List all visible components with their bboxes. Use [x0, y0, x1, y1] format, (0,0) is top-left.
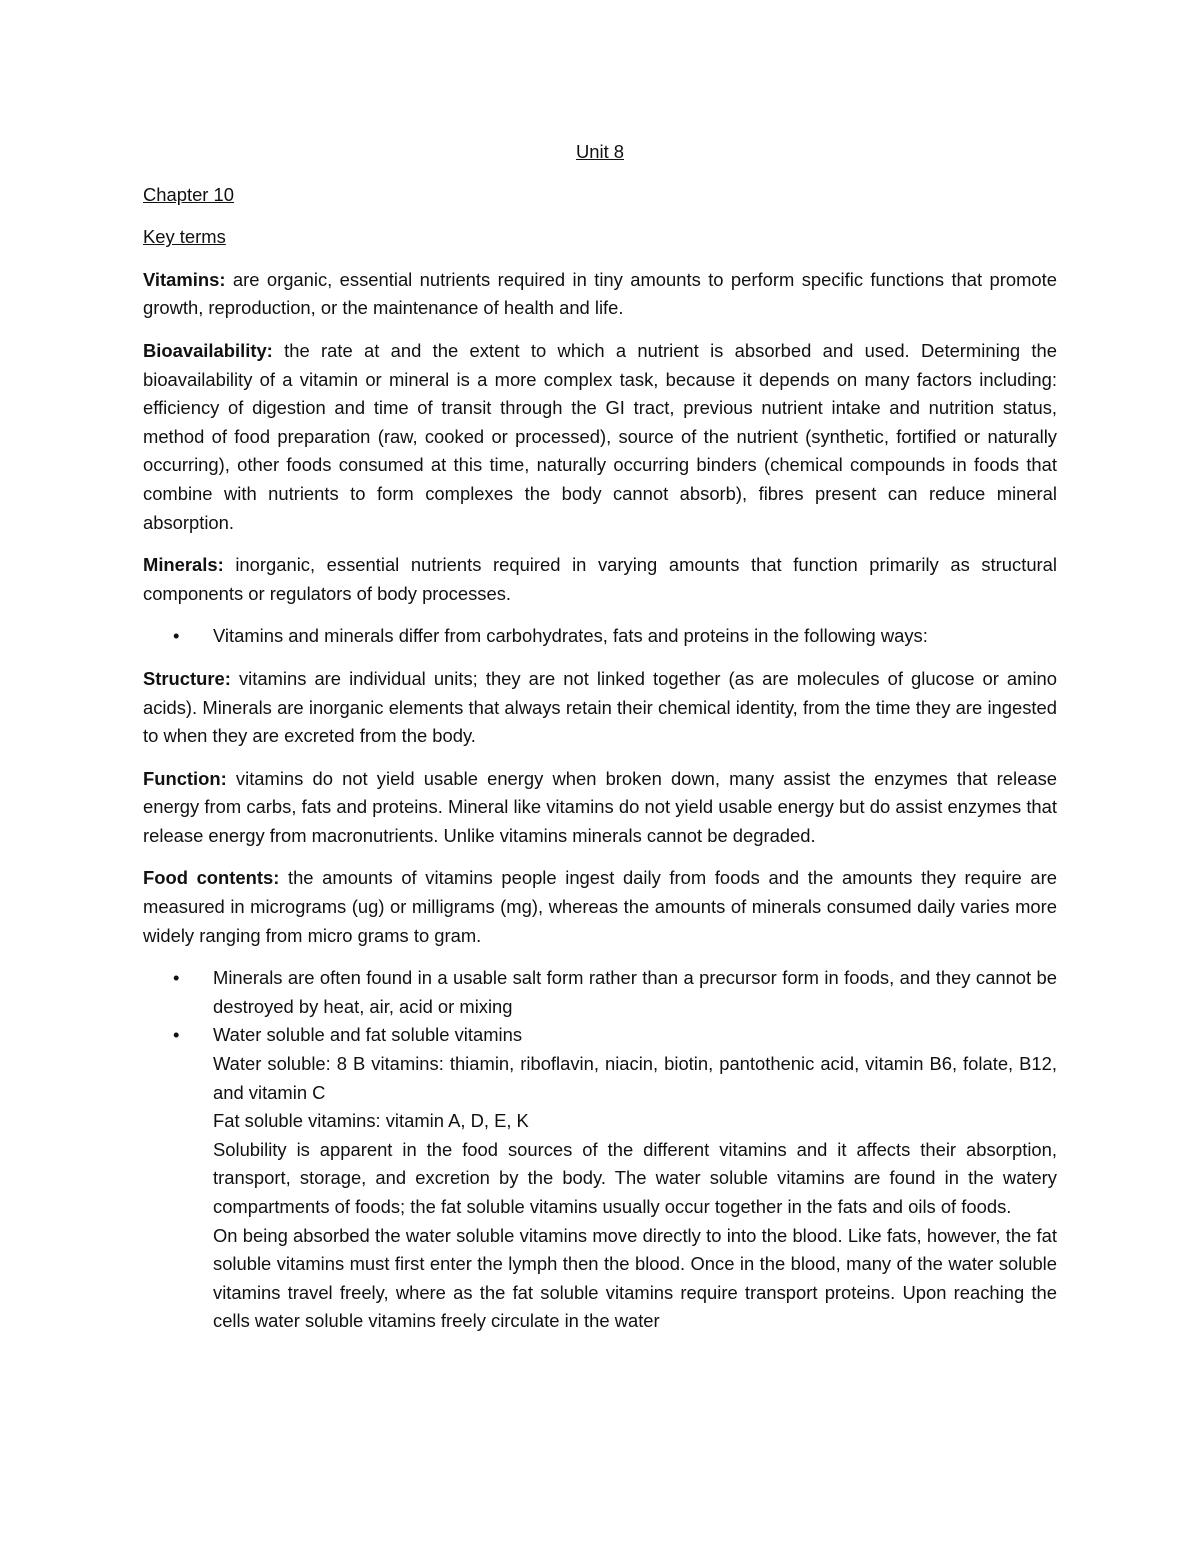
term-label: Food contents: — [143, 867, 280, 889]
term-label: Bioavailability: — [143, 339, 273, 361]
bullet-icon: • — [173, 1024, 180, 1046]
vitamins-definition — [143, 266, 1057, 323]
document-page — [143, 138, 1057, 1350]
paragraph-text: vitamins do not yield usable energy when broken down, many assist the enzymes that release energy from carbs, fats and proteins. Mineral like vitamins do not yield usable energy but do assist enzymes that release energy from macronutrients. Unlike vitamins minerals cannot be degraded. — [143, 767, 1057, 846]
list-item — [143, 1021, 1057, 1336]
definition-text: are organic, essential nutrients required in tiny amounts to perform specific functions that promote growth, reproduction, or the maintenance of health and life. — [143, 268, 1057, 319]
bullet-icon: • — [173, 967, 180, 989]
list-item-heading: Water soluble and fat soluble vitamins — [213, 1024, 523, 1046]
term-label: Vitamins: — [143, 268, 226, 290]
fat-soluble-text: Fat soluble vitamins: vitamin A, D, E, K — [213, 1110, 529, 1132]
bullet-list-differences — [143, 622, 1057, 651]
term-label: Structure: — [143, 667, 231, 689]
water-soluble-text: Water soluble: 8 B vitamins: thiamin, riboflavin, niacin, biotin, pantothenic acid, vitamin B6, folate, B12, and vitamin C — [213, 1053, 1057, 1103]
term-label: Minerals: — [143, 554, 224, 576]
bioavailability-definition — [143, 337, 1057, 537]
definition-text: inorganic, essential nutrients required in varying amounts that function primarily as structural components or regulators of body processes. — [143, 554, 1057, 604]
bullet-icon: • — [173, 625, 180, 647]
chapter-heading: Chapter 10 — [143, 183, 234, 205]
term-label: Function: — [143, 767, 227, 789]
absorption-text: On being absorbed the water soluble vitamins move directly to into the blood. Like fats, however, the fat soluble vitamins must first enter the lymph then the blood. Once in the blood, many of the water soluble vitamins travel freely, where as the fat soluble vitamins require transport proteins. Upon reaching the cells water soluble vitamins freely circulate in the water — [213, 1224, 1057, 1332]
list-item-text: Minerals are often found in a usable salt form rather than a precursor form in foods, and they cannot be destroyed by heat, air, acid or mixing — [213, 967, 1057, 1017]
bullet-list-minerals-vitamins — [143, 964, 1057, 1336]
definition-text: the rate at and the extent to which a nutrient is absorbed and used. Determining the bioavailability of a vitamin or mineral is a more complex task, because it depends on many factors including: efficiency of digestion and time of transit through the GI tract, previous nutrient intake and nutrition status, method of food preparation (raw, cooked or processed), source of the nutrient (synthetic, fortified or naturally occurring), other foods consumed at this time, naturally occurring binders (chemical compounds in foods that combine with nutrients to form complexes the body cannot absorb), fibres present can reduce mineral absorption. — [143, 339, 1057, 533]
paragraph-text: vitamins are individual units; they are not linked together (as are molecules of glucose or amino acids). Minerals are inorganic elements that always retain their chemical identity, from the time they are ingested to when they are excreted from the body. — [143, 667, 1057, 747]
solubility-text: Solubility is apparent in the food sources of the different vitamins and it affects their absorption, transport, storage, and excretion by the body. The water soluble vitamins are found in the watery compartments of foods; the fat soluble vitamins usually occur together in the fats and oils of foods. — [213, 1138, 1057, 1217]
list-item-text: Vitamins and minerals differ from carbohydrates, fats and proteins in the following ways: — [213, 625, 928, 647]
list-item — [143, 964, 1057, 1021]
paragraph-text: the amounts of vitamins people ingest daily from foods and the amounts they require are measured in micrograms (ug) or milligrams (mg), whereas the amounts of minerals consumed daily varies more widely ranging from micro grams to gram. — [143, 867, 1057, 946]
minerals-definition — [143, 551, 1057, 608]
key-terms-heading: Key terms — [143, 226, 226, 248]
list-item — [143, 622, 1057, 651]
function-paragraph — [143, 765, 1057, 851]
page-title: Unit 8 — [575, 141, 625, 162]
structure-paragraph — [143, 665, 1057, 751]
food-contents-paragraph — [143, 864, 1057, 950]
